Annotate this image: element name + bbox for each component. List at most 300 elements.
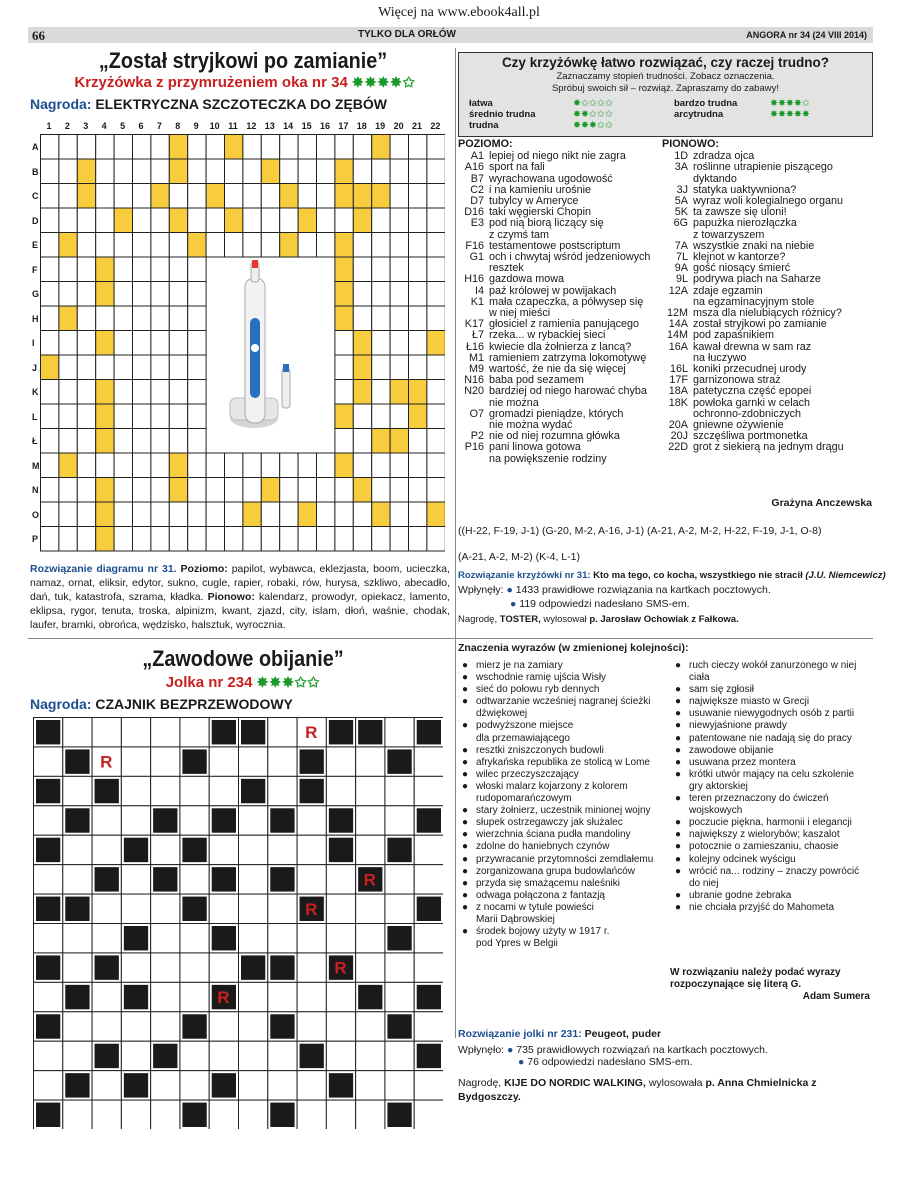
grid-cell[interactable]: [59, 404, 77, 429]
jolka-cell[interactable]: [34, 747, 63, 776]
grid-cell[interactable]: [133, 331, 151, 356]
jolka-cell[interactable]: [414, 1100, 443, 1129]
grid-cell[interactable]: [77, 233, 95, 258]
grid-cell[interactable]: [390, 502, 408, 527]
jolka-cell[interactable]: [385, 865, 414, 894]
grid-cell[interactable]: [261, 135, 279, 160]
grid-cell[interactable]: [372, 184, 390, 209]
grid-cell[interactable]: [427, 355, 445, 380]
grid-cell[interactable]: [243, 135, 261, 160]
grid-cell[interactable]: [335, 306, 353, 331]
grid-cell[interactable]: [427, 429, 445, 454]
grid-cell[interactable]: [243, 159, 261, 184]
grid-cell[interactable]: [372, 331, 390, 356]
grid-cell[interactable]: [114, 502, 132, 527]
grid-cell[interactable]: [188, 233, 206, 258]
grid-cell[interactable]: [409, 502, 427, 527]
grid-cell[interactable]: [243, 184, 261, 209]
grid-cell[interactable]: [335, 429, 353, 454]
grid-cell[interactable]: [114, 257, 132, 282]
jolka-cell[interactable]: [180, 776, 209, 805]
jolka-cell[interactable]: [326, 1041, 355, 1070]
jolka-cell[interactable]: [297, 1071, 326, 1100]
jolka-cell[interactable]: [121, 953, 150, 982]
grid-cell[interactable]: [77, 502, 95, 527]
jolka-cell[interactable]: [239, 1041, 268, 1070]
grid-cell[interactable]: [206, 184, 224, 209]
grid-cell[interactable]: [335, 355, 353, 380]
grid-cell[interactable]: [41, 355, 59, 380]
grid-cell[interactable]: [390, 159, 408, 184]
jolka-cell[interactable]: [239, 747, 268, 776]
grid-cell[interactable]: [409, 429, 427, 454]
grid-cell[interactable]: [188, 453, 206, 478]
jolka-cell[interactable]: [180, 982, 209, 1011]
grid-cell[interactable]: [188, 135, 206, 160]
grid-cell[interactable]: [225, 478, 243, 503]
grid-cell[interactable]: [353, 502, 371, 527]
grid-cell[interactable]: [261, 478, 279, 503]
grid-cell[interactable]: [169, 453, 187, 478]
grid-cell[interactable]: [280, 478, 298, 503]
grid-cell[interactable]: [188, 478, 206, 503]
grid-cell[interactable]: [169, 429, 187, 454]
grid-cell[interactable]: [280, 135, 298, 160]
grid-cell[interactable]: [96, 478, 114, 503]
jolka-cell[interactable]: [356, 1071, 385, 1100]
grid-cell[interactable]: [133, 233, 151, 258]
grid-cell[interactable]: [114, 208, 132, 233]
grid-cell[interactable]: [427, 331, 445, 356]
grid-cell[interactable]: [298, 527, 316, 552]
grid-cell[interactable]: [317, 208, 335, 233]
grid-cell[interactable]: [298, 233, 316, 258]
grid-cell[interactable]: [390, 135, 408, 160]
grid-cell[interactable]: [335, 233, 353, 258]
grid-cell[interactable]: [77, 159, 95, 184]
jolka-cell[interactable]: [63, 718, 92, 747]
grid-cell[interactable]: [77, 453, 95, 478]
jolka-cell[interactable]: [121, 806, 150, 835]
jolka-cell[interactable]: [268, 1041, 297, 1070]
grid-cell[interactable]: [298, 159, 316, 184]
grid-cell[interactable]: [298, 453, 316, 478]
jolka-cell[interactable]: [268, 924, 297, 953]
jolka-cell[interactable]: [356, 894, 385, 923]
grid-cell[interactable]: [96, 184, 114, 209]
grid-cell[interactable]: [188, 502, 206, 527]
grid-cell[interactable]: [96, 208, 114, 233]
grid-cell[interactable]: [41, 306, 59, 331]
grid-cell[interactable]: [372, 404, 390, 429]
grid-cell[interactable]: [225, 184, 243, 209]
grid-cell[interactable]: [335, 159, 353, 184]
grid-cell[interactable]: [41, 404, 59, 429]
grid-cell[interactable]: [317, 478, 335, 503]
grid-cell[interactable]: [96, 527, 114, 552]
grid-cell[interactable]: [151, 135, 169, 160]
grid-cell[interactable]: [169, 135, 187, 160]
grid-cell[interactable]: [372, 306, 390, 331]
grid-cell[interactable]: [353, 331, 371, 356]
grid-cell[interactable]: [96, 380, 114, 405]
grid-cell[interactable]: [151, 380, 169, 405]
jolka-cell[interactable]: [356, 1012, 385, 1041]
jolka-cell[interactable]: [385, 776, 414, 805]
grid-cell[interactable]: [335, 282, 353, 307]
grid-cell[interactable]: [133, 380, 151, 405]
jolka-cell[interactable]: [121, 1041, 150, 1070]
grid-cell[interactable]: [280, 502, 298, 527]
grid-cell[interactable]: [390, 380, 408, 405]
jolka-cell[interactable]: [268, 776, 297, 805]
grid-cell[interactable]: [188, 380, 206, 405]
jolka-cell[interactable]: [63, 953, 92, 982]
grid-cell[interactable]: [59, 453, 77, 478]
jolka-cell[interactable]: [151, 982, 180, 1011]
grid-cell[interactable]: [151, 527, 169, 552]
grid-cell[interactable]: [77, 282, 95, 307]
grid-cell[interactable]: [151, 306, 169, 331]
grid-cell[interactable]: [41, 135, 59, 160]
grid-cell[interactable]: [133, 135, 151, 160]
grid-cell[interactable]: [353, 380, 371, 405]
grid-cell[interactable]: [96, 404, 114, 429]
grid-cell[interactable]: [41, 478, 59, 503]
grid-cell[interactable]: [353, 159, 371, 184]
grid-cell[interactable]: [77, 478, 95, 503]
jolka-cell[interactable]: [297, 835, 326, 864]
grid-cell[interactable]: [409, 159, 427, 184]
grid-cell[interactable]: [353, 233, 371, 258]
grid-cell[interactable]: [77, 355, 95, 380]
grid-cell[interactable]: [243, 502, 261, 527]
grid-cell[interactable]: [59, 502, 77, 527]
grid-cell[interactable]: [206, 502, 224, 527]
grid-cell[interactable]: [390, 282, 408, 307]
jolka-cell[interactable]: [239, 1071, 268, 1100]
grid-cell[interactable]: [353, 355, 371, 380]
grid-cell[interactable]: [261, 233, 279, 258]
grid-cell[interactable]: [114, 184, 132, 209]
grid-cell[interactable]: [59, 306, 77, 331]
grid-cell[interactable]: [151, 184, 169, 209]
jolka-cell[interactable]: [326, 894, 355, 923]
grid-cell[interactable]: [261, 527, 279, 552]
jolka-cell[interactable]: [34, 865, 63, 894]
jolka-cell[interactable]: [326, 747, 355, 776]
grid-cell[interactable]: [169, 257, 187, 282]
jolka-cell[interactable]: [34, 1071, 63, 1100]
grid-cell[interactable]: [96, 135, 114, 160]
grid-cell[interactable]: [427, 404, 445, 429]
grid-cell[interactable]: [317, 527, 335, 552]
grid-cell[interactable]: [96, 233, 114, 258]
jolka-cell[interactable]: [414, 747, 443, 776]
grid-cell[interactable]: [77, 380, 95, 405]
grid-cell[interactable]: [353, 135, 371, 160]
grid-cell[interactable]: [114, 527, 132, 552]
jolka-cell[interactable]: [92, 894, 121, 923]
grid-cell[interactable]: [225, 453, 243, 478]
grid-cell[interactable]: [96, 429, 114, 454]
grid-cell[interactable]: [225, 502, 243, 527]
grid-cell[interactable]: [409, 306, 427, 331]
grid-cell[interactable]: [243, 233, 261, 258]
grid-cell[interactable]: [317, 502, 335, 527]
grid-cell[interactable]: [188, 331, 206, 356]
grid-cell[interactable]: [169, 282, 187, 307]
grid-cell[interactable]: [206, 233, 224, 258]
grid-cell[interactable]: [169, 159, 187, 184]
jolka-cell[interactable]: [414, 835, 443, 864]
grid-cell[interactable]: [114, 233, 132, 258]
grid-cell[interactable]: [409, 527, 427, 552]
grid-cell[interactable]: [427, 478, 445, 503]
grid-cell[interactable]: [59, 331, 77, 356]
grid-cell[interactable]: [427, 453, 445, 478]
grid-cell[interactable]: [188, 306, 206, 331]
grid-cell[interactable]: [317, 159, 335, 184]
jolka-cell[interactable]: [151, 1012, 180, 1041]
grid-cell[interactable]: [335, 453, 353, 478]
grid-cell[interactable]: [409, 135, 427, 160]
grid-cell[interactable]: [59, 478, 77, 503]
grid-cell[interactable]: [151, 282, 169, 307]
grid-cell[interactable]: [390, 208, 408, 233]
grid-cell[interactable]: [169, 306, 187, 331]
grid-cell[interactable]: [41, 233, 59, 258]
jolka-cell[interactable]: [356, 953, 385, 982]
grid-cell[interactable]: [133, 478, 151, 503]
grid-cell[interactable]: [335, 331, 353, 356]
grid-cell[interactable]: [409, 208, 427, 233]
grid-cell[interactable]: [280, 527, 298, 552]
grid-cell[interactable]: [427, 527, 445, 552]
grid-cell[interactable]: [133, 257, 151, 282]
grid-cell[interactable]: [151, 208, 169, 233]
grid-cell[interactable]: [372, 355, 390, 380]
jolka-cell[interactable]: [34, 1041, 63, 1070]
jolka-cell[interactable]: [326, 1100, 355, 1129]
grid-cell[interactable]: [353, 404, 371, 429]
jolka-cell[interactable]: [414, 953, 443, 982]
jolka-cell[interactable]: [356, 835, 385, 864]
jolka-cell[interactable]: [63, 1100, 92, 1129]
jolka-cell[interactable]: [268, 747, 297, 776]
jolka-cell[interactable]: [63, 865, 92, 894]
grid-cell[interactable]: [317, 135, 335, 160]
jolka-cell[interactable]: [92, 1071, 121, 1100]
jolka-cell[interactable]: [92, 1012, 121, 1041]
grid-cell[interactable]: [169, 233, 187, 258]
jolka-cell[interactable]: [297, 982, 326, 1011]
grid-cell[interactable]: [169, 404, 187, 429]
grid-cell[interactable]: [335, 257, 353, 282]
jolka-cell[interactable]: [414, 1012, 443, 1041]
grid-cell[interactable]: [225, 233, 243, 258]
jolka-cell[interactable]: [151, 924, 180, 953]
grid-cell[interactable]: [298, 135, 316, 160]
jolka-cell[interactable]: [297, 953, 326, 982]
grid-cell[interactable]: [372, 527, 390, 552]
grid-cell[interactable]: [261, 208, 279, 233]
grid-cell[interactable]: [133, 159, 151, 184]
grid-cell[interactable]: [169, 331, 187, 356]
grid-cell[interactable]: [188, 429, 206, 454]
grid-cell[interactable]: [206, 159, 224, 184]
grid-cell[interactable]: [427, 184, 445, 209]
grid-cell[interactable]: [151, 429, 169, 454]
jolka-cell[interactable]: [34, 982, 63, 1011]
grid-cell[interactable]: [41, 380, 59, 405]
grid-cell[interactable]: [409, 404, 427, 429]
jolka-cell[interactable]: [239, 894, 268, 923]
jolka-cell[interactable]: [151, 953, 180, 982]
jolka-cell[interactable]: [326, 982, 355, 1011]
jolka-cell[interactable]: [63, 835, 92, 864]
jolka-cell[interactable]: [268, 835, 297, 864]
grid-cell[interactable]: [96, 502, 114, 527]
jolka-cell[interactable]: [356, 747, 385, 776]
jolka-cell[interactable]: [92, 982, 121, 1011]
grid-cell[interactable]: [41, 429, 59, 454]
jolka-cell[interactable]: [209, 1012, 238, 1041]
jolka-cell[interactable]: [297, 1100, 326, 1129]
grid-cell[interactable]: [59, 208, 77, 233]
grid-cell[interactable]: [206, 527, 224, 552]
jolka-cell[interactable]: [180, 718, 209, 747]
jolka-cell[interactable]: [151, 894, 180, 923]
jolka-cell[interactable]: [209, 1100, 238, 1129]
grid-cell[interactable]: [372, 208, 390, 233]
grid-cell[interactable]: [151, 404, 169, 429]
grid-cell[interactable]: [317, 453, 335, 478]
grid-cell[interactable]: [298, 502, 316, 527]
grid-cell[interactable]: [133, 429, 151, 454]
grid-cell[interactable]: [41, 184, 59, 209]
jolka-cell[interactable]: [297, 924, 326, 953]
grid-cell[interactable]: [114, 429, 132, 454]
grid-cell[interactable]: [169, 208, 187, 233]
grid-cell[interactable]: [59, 282, 77, 307]
grid-cell[interactable]: [298, 478, 316, 503]
grid-cell[interactable]: [59, 429, 77, 454]
grid-cell[interactable]: [372, 429, 390, 454]
grid-cell[interactable]: [77, 331, 95, 356]
jolka-cell[interactable]: [297, 865, 326, 894]
grid-cell[interactable]: [353, 453, 371, 478]
grid-cell[interactable]: [390, 527, 408, 552]
jolka-cell[interactable]: [180, 1041, 209, 1070]
jolka-cell[interactable]: [268, 894, 297, 923]
grid-cell[interactable]: [280, 208, 298, 233]
jolka-cell[interactable]: [63, 776, 92, 805]
grid-cell[interactable]: [261, 453, 279, 478]
grid-cell[interactable]: [261, 502, 279, 527]
grid-cell[interactable]: [427, 159, 445, 184]
jolka-cell[interactable]: [326, 776, 355, 805]
grid-cell[interactable]: [353, 208, 371, 233]
grid-cell[interactable]: [77, 257, 95, 282]
grid-cell[interactable]: [317, 233, 335, 258]
grid-cell[interactable]: [77, 527, 95, 552]
jolka-cell[interactable]: [151, 776, 180, 805]
jolka-cell[interactable]: [121, 1012, 150, 1041]
grid-cell[interactable]: [225, 208, 243, 233]
grid-cell[interactable]: [133, 306, 151, 331]
grid-cell[interactable]: [59, 233, 77, 258]
grid-cell[interactable]: [114, 282, 132, 307]
grid-cell[interactable]: [59, 135, 77, 160]
grid-cell[interactable]: [114, 404, 132, 429]
jolka-cell[interactable]: [414, 924, 443, 953]
grid-cell[interactable]: [96, 331, 114, 356]
grid-cell[interactable]: [77, 306, 95, 331]
grid-cell[interactable]: [206, 453, 224, 478]
jolka-cell[interactable]: [268, 718, 297, 747]
grid-cell[interactable]: [96, 257, 114, 282]
grid-cell[interactable]: [427, 502, 445, 527]
jolka-cell[interactable]: [92, 1100, 121, 1129]
grid-cell[interactable]: [427, 282, 445, 307]
grid-cell[interactable]: [96, 159, 114, 184]
grid-cell[interactable]: [353, 306, 371, 331]
grid-cell[interactable]: [243, 478, 261, 503]
grid-cell[interactable]: [169, 355, 187, 380]
jolka-cell[interactable]: [326, 924, 355, 953]
grid-cell[interactable]: [353, 257, 371, 282]
grid-cell[interactable]: [133, 282, 151, 307]
jolka-cell[interactable]: [385, 894, 414, 923]
grid-cell[interactable]: [188, 527, 206, 552]
grid-cell[interactable]: [409, 282, 427, 307]
grid-cell[interactable]: [169, 478, 187, 503]
grid-cell[interactable]: [114, 478, 132, 503]
jolka-cell[interactable]: [34, 924, 63, 953]
grid-cell[interactable]: [133, 404, 151, 429]
grid-cell[interactable]: [353, 282, 371, 307]
jolka-cell[interactable]: [63, 924, 92, 953]
jolka-cell[interactable]: [209, 776, 238, 805]
grid-cell[interactable]: [169, 527, 187, 552]
jolka-cell[interactable]: [356, 776, 385, 805]
grid-cell[interactable]: [427, 233, 445, 258]
jolka-cell[interactable]: [239, 924, 268, 953]
grid-cell[interactable]: [372, 135, 390, 160]
jolka-cell[interactable]: [180, 953, 209, 982]
grid-cell[interactable]: [188, 257, 206, 282]
grid-cell[interactable]: [188, 208, 206, 233]
grid-cell[interactable]: [280, 453, 298, 478]
grid-cell[interactable]: [335, 184, 353, 209]
grid-cell[interactable]: [372, 453, 390, 478]
grid-cell[interactable]: [59, 380, 77, 405]
grid-cell[interactable]: [169, 502, 187, 527]
jolka-cell[interactable]: [121, 776, 150, 805]
jolka-grid[interactable]: [33, 717, 443, 1129]
grid-cell[interactable]: [335, 527, 353, 552]
grid-cell[interactable]: [390, 404, 408, 429]
grid-cell[interactable]: [41, 257, 59, 282]
grid-cell[interactable]: [169, 184, 187, 209]
jolka-cell[interactable]: [121, 1100, 150, 1129]
jolka-cell[interactable]: [239, 806, 268, 835]
grid-cell[interactable]: [317, 184, 335, 209]
grid-cell[interactable]: [96, 282, 114, 307]
jolka-cell[interactable]: [268, 1071, 297, 1100]
grid-cell[interactable]: [206, 208, 224, 233]
